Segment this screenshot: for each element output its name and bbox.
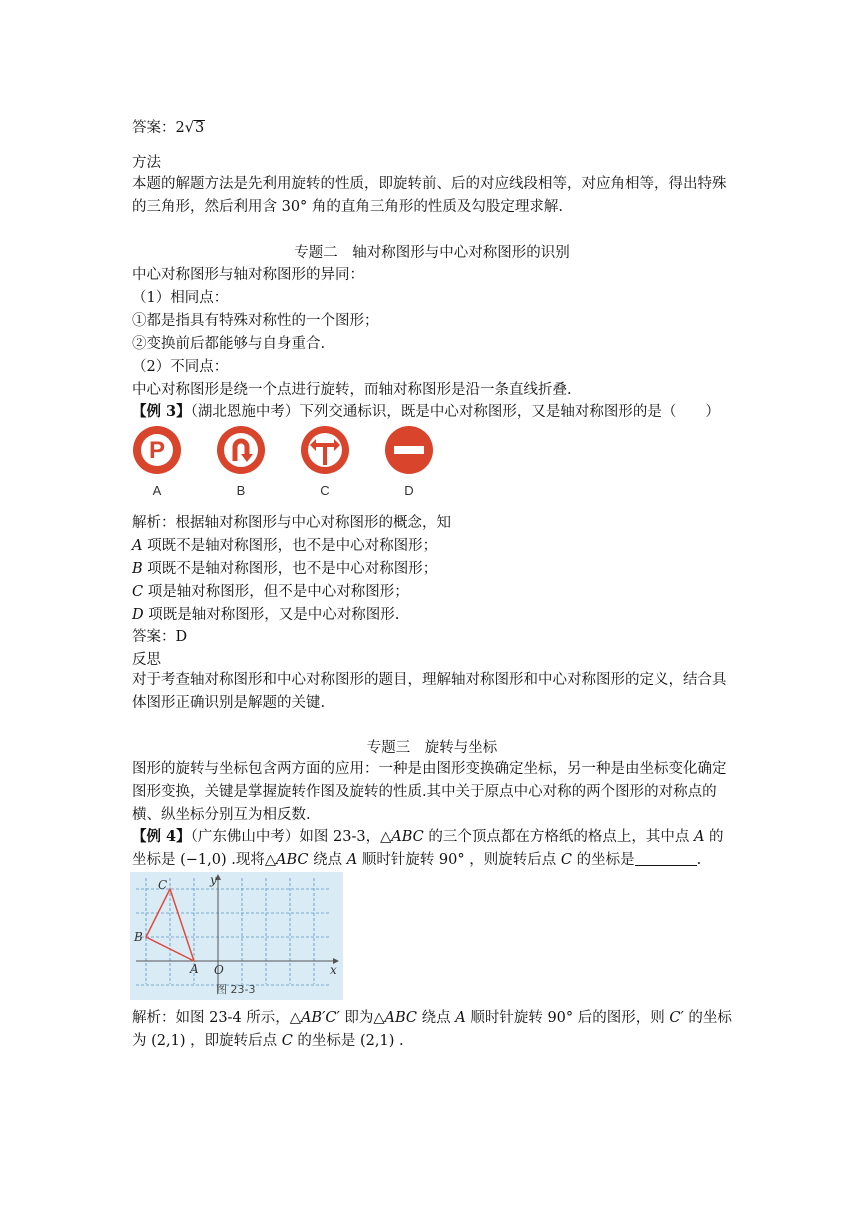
sign-label-d: D <box>404 483 414 498</box>
q-text: A <box>346 852 358 868</box>
option-text: 项既不是轴对称图形，也不是中心对称图形； <box>142 561 438 577</box>
q-text: . <box>696 852 702 868</box>
q-text: 的坐标是 <box>571 852 635 868</box>
analysis3-option-b <box>132 559 732 579</box>
example4-tag: 【例 4】 <box>132 828 191 845</box>
coordinate-figure <box>130 872 343 1000</box>
method-text: 本题的解题方法是先利用旋转的性质，即旋转前、后的对应线段相等，对应角相等，得出特殊的三角形，然后利用含 30° 角的直角三角形的性质及勾股定理求解. <box>132 176 727 215</box>
q-text: 的 <box>704 829 724 845</box>
option-text: 项既不是轴对称图形，也不是中心对称图形； <box>142 538 438 554</box>
x-axis-label: x <box>330 963 337 977</box>
sign-label-b: B <box>236 483 246 498</box>
option-text: 项既是轴对称图形，又是中心对称图形. <box>143 607 400 623</box>
left-right-turn-sign-icon <box>300 425 350 475</box>
answer-coef: 2 <box>175 120 185 136</box>
a-text: 绕点 <box>417 1010 456 1026</box>
point-label-a: A <box>190 962 199 976</box>
a-text: AB′C′ <box>300 1010 340 1026</box>
sign-label-a: A <box>152 483 162 498</box>
grid-lines <box>136 878 330 985</box>
no-entry-sign-icon <box>384 425 434 475</box>
parking-sign-icon <box>132 425 182 475</box>
method-title: 方法 <box>132 155 161 171</box>
option-letter: A <box>132 538 143 554</box>
a-text: C <box>281 1033 293 1049</box>
y-axis-label: y <box>210 873 217 887</box>
topic2-line-3: ①都是指具有特殊对称性的一个图形； <box>132 313 379 329</box>
example3-source: （湖北恩施中考） <box>190 404 300 420</box>
parking-glyph: P <box>148 437 166 464</box>
q-text: A <box>693 829 705 845</box>
sqrt-symbol: √ <box>184 120 194 136</box>
u-turn-sign-icon <box>216 425 266 475</box>
analysis3-option-d <box>132 605 732 625</box>
topic3-title: 专题三 旋转与坐标 <box>366 740 498 756</box>
sign-label-c: C <box>320 483 330 498</box>
topic2-title: 专题二 轴对称图形与中心对称图形的识别 <box>294 245 570 261</box>
analysis4-line1 <box>132 1008 732 1028</box>
example4-source: （广东佛山中考） <box>190 829 300 845</box>
grid-svg <box>130 872 343 1000</box>
answer-label: 答案： <box>132 120 176 136</box>
topic2-line-1: 中心对称图形与轴对称图形的异同： <box>132 267 364 283</box>
q-text: 顺时针旋转 90° ，则旋转后点 <box>357 852 561 868</box>
option-letter: C <box>132 584 144 600</box>
q-text: ABC <box>276 852 309 868</box>
topic2-line-4: ②变换前后都能够与自身重合. <box>132 336 326 352</box>
a-text: ABC <box>384 1010 418 1026</box>
a-text: 解析：如图 23-4 所示，△ <box>132 1010 301 1026</box>
example3-question <box>132 402 732 422</box>
option-letter: B <box>132 561 143 577</box>
answer-line <box>132 118 732 138</box>
traffic-signs <box>130 425 440 505</box>
analysis3-intro: 解析：根据轴对称图形与中心对称图形的概念，知 <box>132 515 451 531</box>
q-text: 绕点 <box>308 852 347 868</box>
reflection-title: 反思 <box>132 652 161 668</box>
topic2-line-6: 中心对称图形是绕一个点进行旋转，而轴对称图形是沿一条直线折叠. <box>132 382 572 398</box>
q-text: 的三个顶点都在方格纸的格点上，其中点 <box>423 829 694 845</box>
example3-text: 下列交通标识，既是中心对称图形，又是轴对称图形的是（ ） <box>299 404 720 420</box>
answer3: 答案：D <box>132 629 188 645</box>
a-text: 即为△ <box>339 1010 385 1026</box>
option-text: 项是轴对称图形，但不是中心对称图形； <box>143 584 409 600</box>
answer-blank <box>635 851 697 866</box>
example3-tag: 【例 3】 <box>132 403 191 420</box>
a-text: C′ <box>669 1010 684 1026</box>
a-text: 的坐标是 (2,1) . <box>292 1033 404 1049</box>
answer-radicand: 3 <box>194 120 205 136</box>
analysis3-option-a <box>132 536 732 556</box>
topic3-intro: 图形的旋转与坐标包含两方面的应用：一种是由图形变换确定坐标，另一种是由坐标变化确定图形变换，关键是掌握旋转作图及旋转的性质.其中关于原点中心对称的两个图形的对称点的横、纵坐标分别互为相反数. <box>132 761 727 823</box>
point-label-b: B <box>134 930 143 944</box>
a-text: 顺时针旋转 90° 后的图形，则 <box>465 1010 670 1026</box>
example4-question-line2 <box>132 850 732 870</box>
a-text: 的坐标 <box>683 1010 732 1026</box>
a-text: A <box>455 1010 466 1026</box>
topic2-line-5: （2）不同点： <box>132 359 229 375</box>
q-text: C <box>560 852 572 868</box>
option-letter: D <box>132 607 144 623</box>
analysis3-option-c <box>132 582 732 602</box>
example4-question-line1 <box>132 827 732 847</box>
reflection-text: 对于考查轴对称图形和中心对称图形的题目，理解轴对称图形和中心对称图形的定义，结合具体图形正确识别是解题的关键. <box>132 672 727 711</box>
q-text: 如图 23-3，△ <box>299 829 392 845</box>
figure-caption: 图 23-3 <box>216 983 256 996</box>
q-text: 坐标是 (−1,0) .现将△ <box>132 852 277 868</box>
topic2-line-2: （1）相同点： <box>132 290 229 306</box>
point-label-c: C <box>158 878 168 892</box>
q-text: ABC <box>391 829 424 845</box>
a-text: 为 (2,1) ，即旋转后点 <box>132 1033 282 1049</box>
origin-label: O <box>214 963 224 977</box>
analysis4-line2 <box>132 1031 732 1051</box>
